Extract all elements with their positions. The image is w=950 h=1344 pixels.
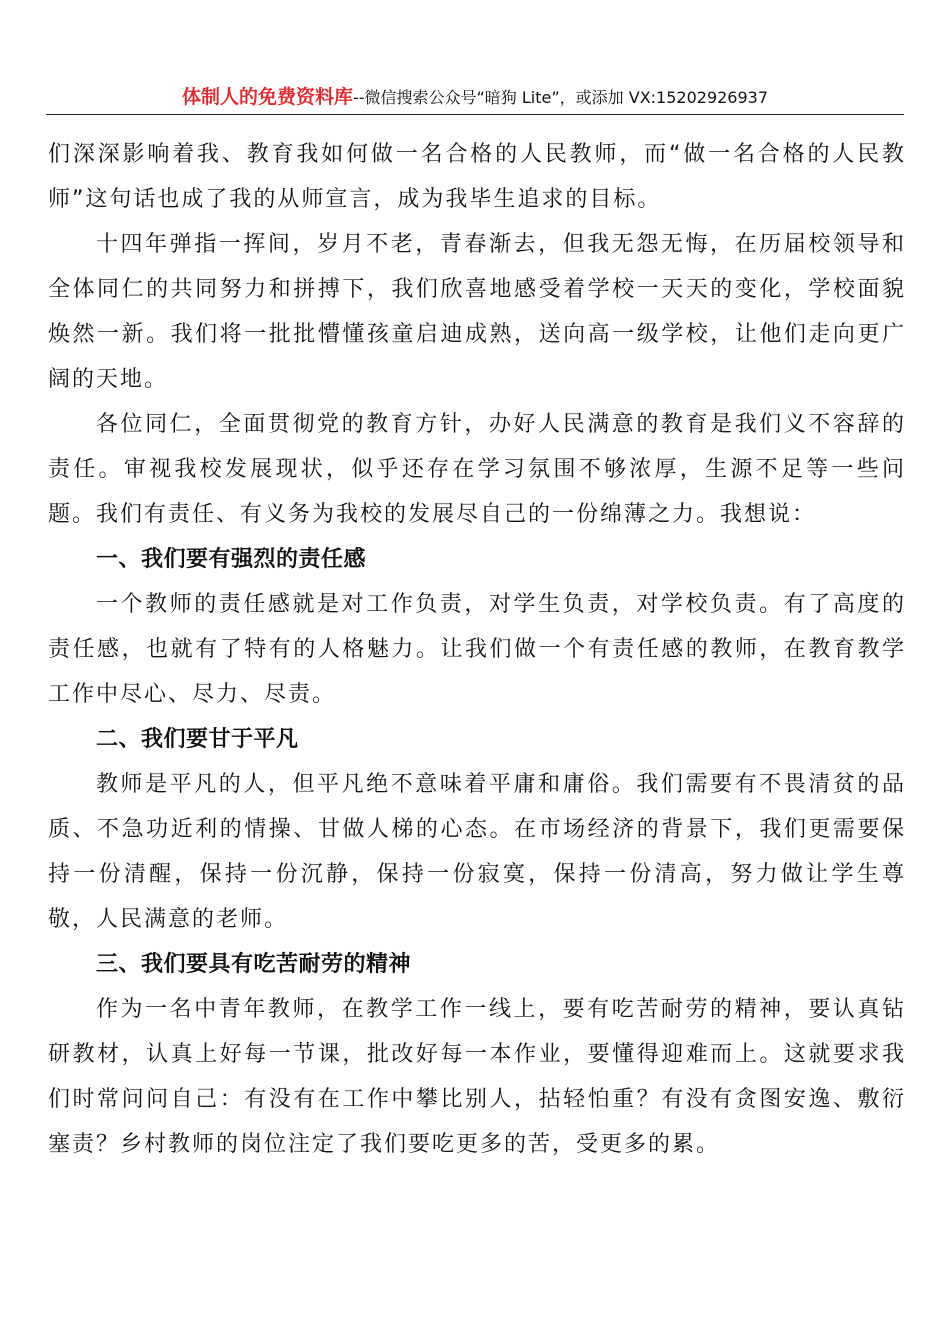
page-header — [0, 84, 950, 111]
header-note: --微信搜索公众号“暗狗 Lite”，或添加 VX:15202926937 — [352, 88, 769, 107]
section-heading-ordinary: 二、我们要甘于平凡 — [96, 727, 299, 752]
paragraph-continuation: 们深深影响着我、教育我如何做一名合格的人民教师，而“做一名合格的人民教师”这句话也成了我的从师宣言，成为我毕生追求的目标。 — [48, 142, 906, 212]
document-body — [48, 132, 906, 1167]
section-heading-hardworking: 三、我们要具有吃苦耐劳的精神 — [96, 952, 412, 977]
section-heading-responsibility: 一、我们要有强烈的责任感 — [96, 547, 367, 572]
paragraph-hardworking: 作为一名中青年教师，在教学工作一线上，要有吃苦耐劳的精神，要认真钻研教材，认真上好每一节课，批改好每一本作业，要懂得迎难而上。这就要求我们时常问问自己：有没有在工作中攀比别人，拈轻怕重？有没有贪图安逸、敷衍塞责？乡村教师的岗位注定了我们要吃更多的苦，受更多的累。 — [48, 997, 906, 1157]
header-brand: 体制人的免费资料库 — [181, 86, 353, 108]
paragraph-fourteen-years: 十四年弹指一挥间，岁月不老，青春渐去，但我无怨无悔，在历届校领导和全体同仁的共同努力和拼搏下，我们欣喜地感受着学校一天天的变化，学校面貌焕然一新。我们将一批批懵懂孩童启迪成熟，送向高一级学校，让他们走向更广阔的天地。 — [48, 232, 906, 392]
paragraph-colleagues: 各位同仁，全面贯彻党的教育方针，办好人民满意的教育是我们义不容辞的责任。审视我校发展现状，似乎还存在学习氛围不够浓厚，生源不足等一些问题。我们有责任、有义务为我校的发展尽自己的一份绵薄之力。我想说： — [48, 412, 906, 527]
paragraph-ordinary: 教师是平凡的人，但平凡绝不意味着平庸和庸俗。我们需要有不畏清贫的品质、不急功近利的情操、甘做人梯的心态。在市场经济的背景下，我们更需要保持一份清醒，保持一份沉静，保持一份寂寞，保持一份清高，努力做让学生尊敬，人民满意的老师。 — [48, 772, 906, 932]
paragraph-responsibility: 一个教师的责任感就是对工作负责，对学生负责，对学校负责。有了高度的责任感，也就有了特有的人格魅力。让我们做一个有责任感的教师，在教育教学工作中尽心、尽力、尽责。 — [48, 592, 906, 707]
header-divider — [46, 114, 904, 115]
